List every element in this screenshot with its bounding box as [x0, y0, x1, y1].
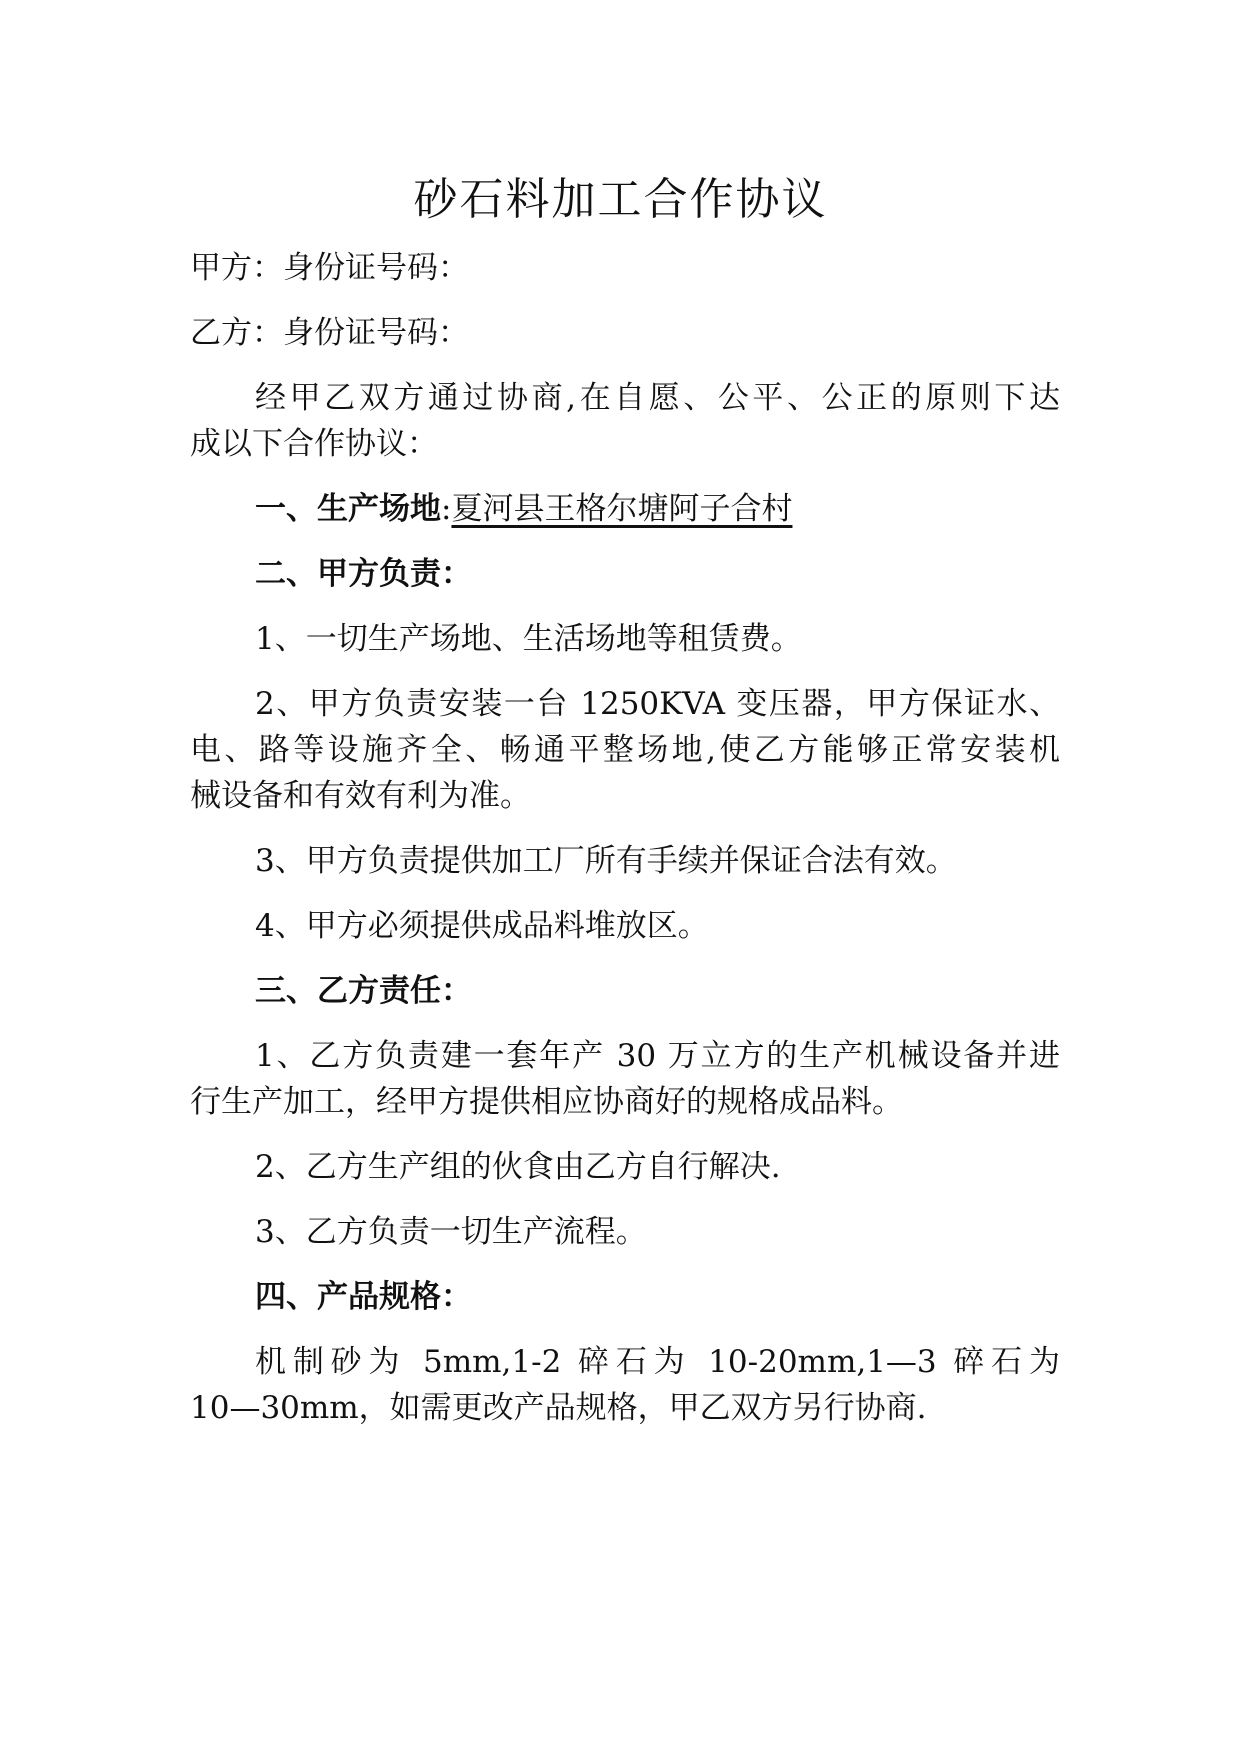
party-b-line: 乙方：身份证号码：: [190, 315, 469, 351]
section-4-line-2: 10—30mm，如需更改产品规格，甲乙双方另行协商.: [190, 1390, 927, 1426]
section-2-item-3: 3、甲方负责提供加工厂所有手续并保证合法有效。: [255, 843, 957, 879]
section-2-item-1: 1、一切生产场地、生活场地等租赁费。: [255, 621, 802, 657]
section-1-line: [255, 479, 1060, 539]
section-4-heading: 四、产品规格：: [255, 1279, 472, 1315]
section-3-item-2: 2、乙方生产组的伙食由乙方自行解决.: [255, 1149, 781, 1185]
section-3-item-1-line-1: 1、乙方负责建一套年产 30 万立方的生产机械设备并进: [255, 1038, 1060, 1074]
intro-line-1: 经甲乙双方通过协商,在自愿、公平、公正的原则下达: [255, 380, 1060, 416]
section-1-heading: 一、生产场地: [255, 491, 441, 527]
section-4-line-1: 机制砂为 5mm,1-2 碎石为 10-20mm,1—3 碎石为: [255, 1344, 1060, 1380]
section-2-item-2-line-3: 械设备和有效有利为准。: [190, 778, 531, 814]
production-site-location: 夏河县王格尔塘阿子合村: [451, 491, 793, 527]
party-a-line: 甲方：身份证号码：: [190, 250, 469, 286]
section-2-item-4: 4、甲方必须提供成品料堆放区。: [255, 908, 709, 944]
section-2-item-2-line-2: 电、路等设施齐全、畅通平整场地,使乙方能够正常安装机: [190, 732, 1060, 768]
section-1-colon: :: [441, 491, 452, 527]
section-2-heading: 二、甲方负责：: [255, 556, 472, 592]
intro-line-2: 成以下合作协议：: [190, 426, 438, 462]
section-3-heading: 三、乙方责任：: [255, 973, 472, 1009]
section-3-item-3: 3、乙方负责一切生产流程。: [255, 1214, 647, 1250]
document-title: 砂石料加工合作协议: [413, 174, 828, 225]
section-2-item-2-line-1: 2、甲方负责安装一台 1250KVA 变压器，甲方保证水、: [255, 686, 1060, 722]
section-3-item-1-line-2: 行生产加工，经甲方提供相应协商好的规格成品料。: [190, 1084, 903, 1120]
